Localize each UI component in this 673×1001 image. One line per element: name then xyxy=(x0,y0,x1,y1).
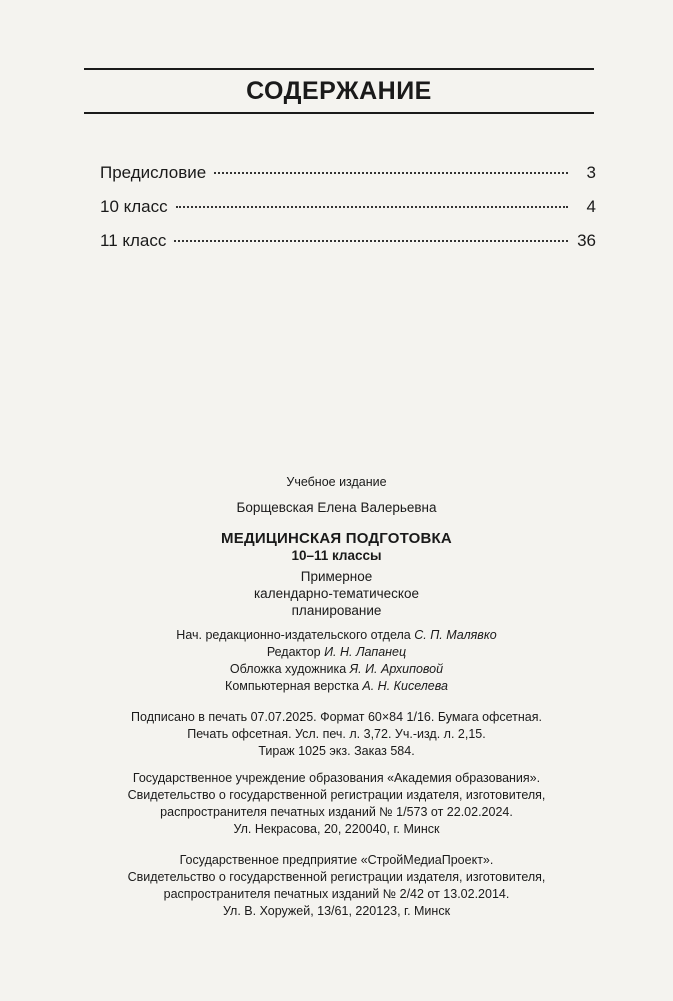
toc-leader-dots xyxy=(214,172,568,174)
toc-entry-preface[interactable] xyxy=(100,163,596,197)
toc-entry-grade-11[interactable] xyxy=(100,231,596,265)
publisher-line: Государственное учреждение образования «Академия образования». xyxy=(132,771,541,785)
toc-entry-label: Предисловие xyxy=(100,163,207,182)
toc-entry-page: 36 xyxy=(577,231,596,250)
printer-line: распространителя печатных изданий № 2/42 от 13.02.2014. xyxy=(163,887,510,901)
publisher-address: Ул. Некрасова, 20, 220040, г. Минск xyxy=(233,822,440,836)
imprint-block xyxy=(0,474,673,920)
grades: 10–11 классы xyxy=(291,548,382,563)
subtitle-line-2: календарно-тематическое xyxy=(253,586,420,601)
author-name: Борщевская Елена Валерьевна xyxy=(236,500,437,515)
subtitle-line-1: Примерное xyxy=(300,569,373,584)
printer-line: Государственное предприятие «СтройМедиаПроект». xyxy=(179,853,494,867)
printer-line: Свидетельство о государственной регистрации издателя, изготовителя, xyxy=(127,870,546,884)
edition-type: Учебное издание xyxy=(286,475,387,489)
publisher-line: Свидетельство о государственной регистрации издателя, изготовителя, xyxy=(127,788,546,802)
book-title: МЕДИЦИНСКАЯ ПОДГОТОВКА xyxy=(221,530,452,547)
print-info-line: Печать офсетная. Усл. печ. л. 3,72. Уч.-изд. л. 2,15. xyxy=(187,727,486,741)
print-info-line: Тираж 1025 экз. Заказ 584. xyxy=(258,744,415,758)
toc-entry-label: 10 класс xyxy=(100,197,168,216)
print-info-line: Подписано в печать 07.07.2025. Формат 60×84 1/16. Бумага офсетная. xyxy=(131,710,542,724)
toc-leader-dots xyxy=(176,206,568,208)
toc-leader-dots xyxy=(174,240,568,242)
contents-heading: СОДЕРЖАНИЕ xyxy=(246,76,432,105)
printer-address: Ул. В. Хоружей, 13/61, 220123, г. Минск xyxy=(222,904,451,918)
credit-line: Компьютерная верстка А. Н. Киселева xyxy=(225,679,448,693)
credit-line: Обложка художника Я. И. Архиповой xyxy=(229,662,444,676)
credit-line: Редактор И. Н. Лапанец xyxy=(266,645,407,659)
toc-entry-grade-10[interactable] xyxy=(100,197,596,231)
table-of-contents xyxy=(100,163,596,265)
toc-entry-label: 11 класс xyxy=(100,231,167,250)
credit-line: Нач. редакционно-издательского отдела С. П. Малявко xyxy=(176,628,497,642)
publisher-line: распространителя печатных изданий № 1/573 от 22.02.2024. xyxy=(160,805,513,819)
contents-heading-box xyxy=(84,68,594,114)
subtitle-line-3: планирование xyxy=(291,603,382,618)
toc-entry-page: 4 xyxy=(586,197,596,216)
toc-entry-page: 3 xyxy=(586,163,596,182)
